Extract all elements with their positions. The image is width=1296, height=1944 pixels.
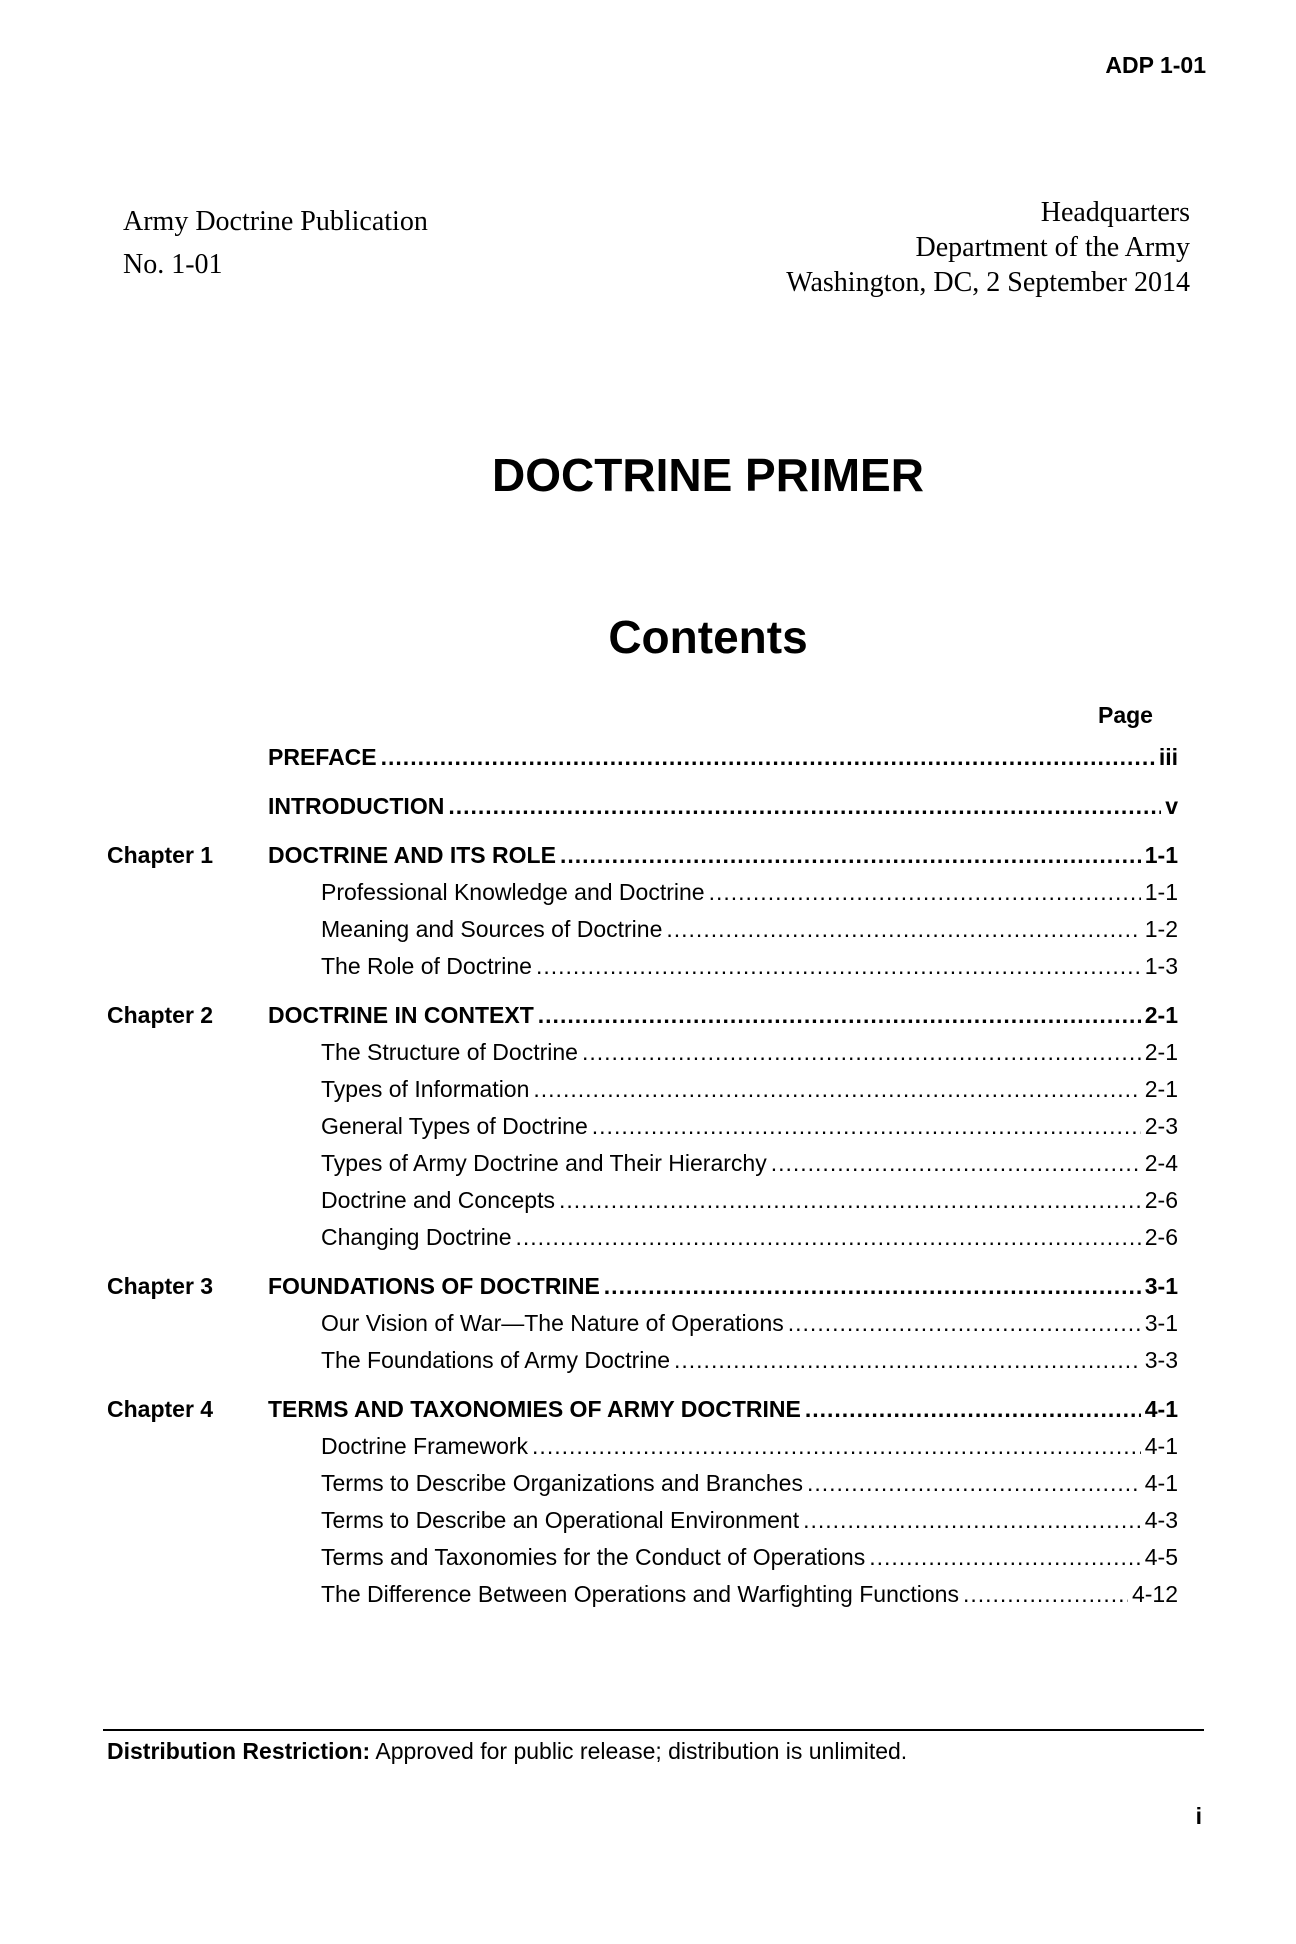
toc-page-number: 4-1 [1144, 1433, 1178, 1459]
distribution-label: Distribution Restriction: [107, 1738, 371, 1764]
toc-entry-line [321, 916, 1178, 943]
toc-dot-leader [604, 1273, 1141, 1300]
issuer-line-3: Washington, DC, 2 September 2014 [786, 267, 1190, 298]
publication-number: No. 1-01 [123, 249, 223, 280]
document-title: DOCTRINE PRIMER [492, 449, 924, 501]
toc-section-entry[interactable] [0, 1433, 1296, 1470]
toc-section-entry[interactable] [0, 1470, 1296, 1507]
toc-dot-leader [381, 744, 1155, 771]
toc-entry-line [321, 1039, 1178, 1066]
toc-page-number: 2-6 [1144, 1224, 1178, 1250]
contents-heading: Contents [608, 611, 808, 663]
toc-entry-title: TERMS AND TAXONOMIES OF ARMY DOCTRINE [268, 1396, 801, 1422]
toc-dot-leader [666, 916, 1140, 943]
toc-entry-title: PREFACE [268, 744, 377, 770]
distribution-text: Approved for public release; distribution is unlimited. [375, 1738, 908, 1764]
toc-dot-leader [788, 1310, 1141, 1337]
toc-dot-leader [805, 1396, 1141, 1423]
toc-page-number: 2-1 [1144, 1002, 1178, 1028]
issuing-authority [786, 195, 1190, 300]
toc-entry-title: Terms to Describe an Operational Environment [321, 1507, 800, 1533]
toc-entry-line [268, 744, 1178, 771]
toc-page-number: 2-1 [1144, 1076, 1178, 1102]
toc-entry-line [321, 1187, 1178, 1214]
toc-section-entry[interactable] [0, 1544, 1296, 1581]
toc-page-number: 4-1 [1144, 1470, 1178, 1496]
toc-page-number: 1-3 [1144, 953, 1178, 979]
toc-page-number: 2-4 [1144, 1150, 1178, 1176]
toc-entry-line [321, 1507, 1178, 1534]
page-number: i [1195, 1803, 1202, 1829]
toc-page-number: 4-1 [1144, 1396, 1178, 1422]
toc-entry-title: Doctrine and Concepts [321, 1187, 555, 1213]
toc-section-entry[interactable] [0, 916, 1296, 953]
toc-entry-line [268, 793, 1178, 820]
toc-section-entry[interactable] [0, 879, 1296, 916]
toc-page-number: 4-3 [1144, 1507, 1178, 1533]
toc-entry-title: The Difference Between Operations and Warfighting Functions [321, 1581, 959, 1607]
issuer-line-2: Department of the Army [915, 232, 1190, 263]
toc-entry-line [321, 1470, 1178, 1497]
toc-chapter-entry[interactable] [0, 1396, 1296, 1433]
toc-entry-line [321, 1544, 1178, 1571]
toc-dot-leader [559, 1187, 1141, 1214]
toc-section-entry[interactable] [0, 1039, 1296, 1076]
toc-page-number: 1-2 [1144, 916, 1178, 942]
toc-entry-line [321, 1224, 1178, 1251]
toc-dot-leader [516, 1224, 1141, 1251]
toc-entry-line [321, 1433, 1178, 1460]
page-column-label: Page [1098, 702, 1153, 728]
toc-dot-leader [448, 793, 1161, 820]
toc-dot-leader [536, 953, 1141, 980]
toc-entry-line [321, 1310, 1178, 1337]
toc-entry-title: Professional Knowledge and Doctrine [321, 879, 705, 905]
toc-chapter-entry[interactable] [0, 1002, 1296, 1039]
toc-dot-leader [592, 1113, 1141, 1140]
toc-section-entry[interactable] [0, 1347, 1296, 1384]
toc-entry-title: Changing Doctrine [321, 1224, 512, 1250]
toc-chapter-entry[interactable] [0, 793, 1296, 830]
toc-chapter-label: Chapter 3 [107, 1273, 214, 1299]
publication-designation [123, 200, 428, 286]
toc-entry-title: FOUNDATIONS OF DOCTRINE [268, 1273, 600, 1299]
toc-page-number: 1-1 [1144, 842, 1178, 868]
toc-entry-title: General Types of Doctrine [321, 1113, 588, 1139]
table-of-contents [0, 744, 1296, 1618]
toc-dot-leader [803, 1507, 1141, 1534]
toc-entry-title: Types of Army Doctrine and Their Hierarchy [321, 1150, 767, 1176]
running-head: ADP 1-01 [1105, 52, 1206, 78]
toc-entry-title: The Foundations of Army Doctrine [321, 1347, 670, 1373]
toc-entry-title: The Role of Doctrine [321, 953, 532, 979]
toc-section-entry[interactable] [0, 1150, 1296, 1187]
toc-dot-leader [709, 879, 1141, 906]
toc-section-entry[interactable] [0, 1076, 1296, 1113]
toc-page-number: iii [1158, 744, 1178, 770]
toc-entry-line [321, 953, 1178, 980]
toc-page-number: 2-6 [1144, 1187, 1178, 1213]
toc-entry-title: The Structure of Doctrine [321, 1039, 578, 1065]
toc-entry-title: Types of Information [321, 1076, 530, 1102]
toc-dot-leader [807, 1470, 1141, 1497]
toc-page-number: 2-3 [1144, 1113, 1178, 1139]
toc-entry-title: DOCTRINE AND ITS ROLE [268, 842, 556, 868]
toc-entry-title: Doctrine Framework [321, 1433, 529, 1459]
toc-chapter-label: Chapter 4 [107, 1396, 214, 1422]
toc-entry-title: Terms to Describe Organizations and Branches [321, 1470, 803, 1496]
toc-page-number: 2-1 [1144, 1039, 1178, 1065]
toc-dot-leader [582, 1039, 1141, 1066]
toc-entry-line [321, 1076, 1178, 1103]
toc-entry-title: INTRODUCTION [268, 793, 445, 819]
toc-entry-line [321, 1150, 1178, 1177]
toc-chapter-entry[interactable] [0, 842, 1296, 879]
toc-chapter-label: Chapter 2 [107, 1002, 214, 1028]
toc-page-number: 3-1 [1144, 1273, 1178, 1299]
toc-dot-leader [533, 1076, 1140, 1103]
toc-entry-line [268, 1002, 1178, 1029]
toc-page-number: v [1165, 793, 1178, 819]
toc-section-entry[interactable] [0, 1310, 1296, 1347]
toc-chapter-entry[interactable] [0, 1273, 1296, 1310]
toc-section-entry[interactable] [0, 1581, 1296, 1618]
toc-page-number: 3-1 [1144, 1310, 1178, 1336]
toc-dot-leader [963, 1581, 1128, 1608]
toc-page-number: 4-5 [1144, 1544, 1178, 1570]
toc-entry-title: Meaning and Sources of Doctrine [321, 916, 663, 942]
toc-page-number: 1-1 [1144, 879, 1178, 905]
toc-entry-line [321, 1113, 1178, 1140]
toc-entry-line [321, 879, 1178, 906]
toc-entry-title: DOCTRINE IN CONTEXT [268, 1002, 534, 1028]
toc-entry-line [268, 842, 1178, 869]
toc-dot-leader [560, 842, 1141, 869]
toc-dot-leader [869, 1544, 1141, 1571]
distribution-restriction [107, 1738, 907, 1765]
issuer-line-1: Headquarters [1040, 197, 1190, 228]
toc-entry-title: Our Vision of War—The Nature of Operations [321, 1310, 784, 1336]
toc-dot-leader [538, 1002, 1141, 1029]
toc-section-entry[interactable] [0, 1507, 1296, 1544]
toc-entry-title: Terms and Taxonomies for the Conduct of Operations [321, 1544, 866, 1570]
toc-entry-line [268, 1273, 1178, 1300]
footer-divider [103, 1729, 1204, 1731]
toc-section-entry[interactable] [0, 1224, 1296, 1261]
toc-entry-line [321, 1347, 1178, 1374]
toc-chapter-label: Chapter 1 [107, 842, 214, 868]
toc-entry-line [268, 1396, 1178, 1423]
toc-dot-leader [771, 1150, 1141, 1177]
toc-section-entry[interactable] [0, 1187, 1296, 1224]
toc-dot-leader [532, 1433, 1141, 1460]
publication-series: Army Doctrine Publication [123, 206, 428, 237]
toc-section-entry[interactable] [0, 1113, 1296, 1150]
toc-page-number: 4-12 [1131, 1581, 1178, 1607]
toc-section-entry[interactable] [0, 953, 1296, 990]
toc-entry-line [321, 1581, 1178, 1608]
toc-chapter-entry[interactable] [0, 744, 1296, 781]
toc-dot-leader [674, 1347, 1141, 1374]
toc-page-number: 3-3 [1144, 1347, 1178, 1373]
